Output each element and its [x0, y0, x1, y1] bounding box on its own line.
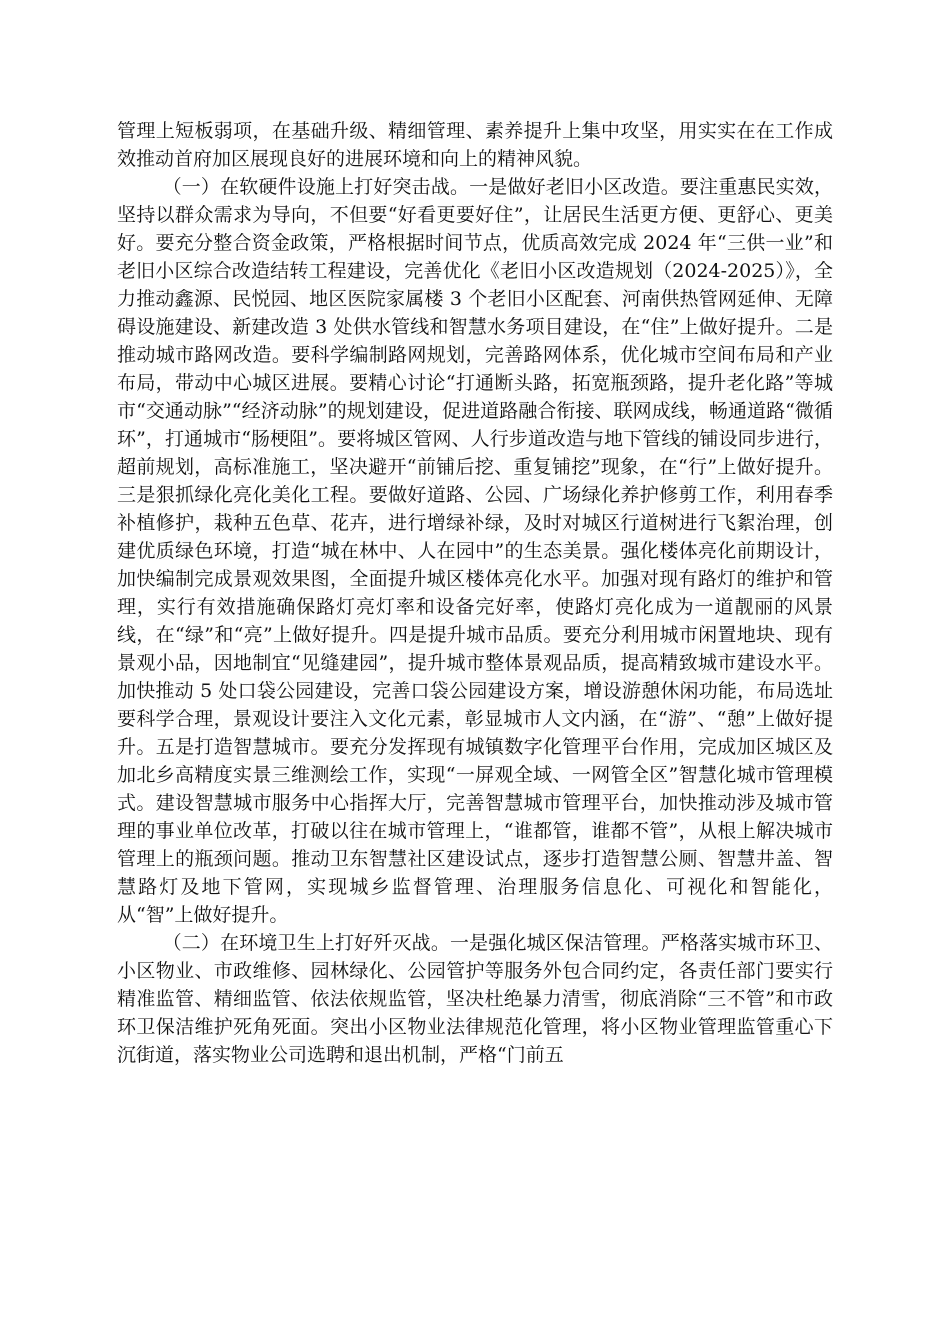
document-page — [117, 117, 833, 1069]
paragraph-intro: 管理上短板弱项，在基础升级、精细管理、素养提升上集中攻坚，用实实在在工作成效推动首府加区展现良好的进展环境和向上的精神风貌。 — [117, 120, 833, 170]
paragraph-section-one: （一）在软硬件设施上打好突击战。一是做好老旧小区改造。要注重惠民实效，坚持以群众需求为导向，不但要“好看更要好住”，让居民生活更方便、更舒心、更美好。要充分整合资金政策，严格根据时间节点，优质高效完成 2024 年“三供一业”和老旧小区综合改造结转工程建设，完善优化《老旧小区改造规划（2024-2025）》，全力推动鑫源、民悦园、地区医院家属楼 3 个老旧小区配套、河南供热管网延伸、无障碍设施建设、新建改造 3 处供水管线和智慧水务项目建设，在“住”上做好提升。二是推动城市路网改造。要科学编制路网规划，完善路网体系，优化城市空间布局和产业布局，带动中心城区进展。要精心讨论“打通断头路，拓宽瓶颈路，提升老化路”等城市“交通动脉”“经济动脉”的规划建设，促进道路融合衔接、联网成线，畅通道路“微循环”，打通城市“肠梗阻”。要将城区管网、人行步道改造与地下管线的铺设同步进行，超前规划，高标准施工，坚决避开“前铺后挖、重复铺挖”现象，在“行”上做好提升。三是狠抓绿化亮化美化工程。要做好道路、公园、广场绿化养护修剪工作，利用春季补植修护，栽种五色草、花卉，进行增绿补绿，及时对城区行道树进行飞絮治理，创建优质绿色环境，打造“城在林中、人在园中”的生态美景。强化楼体亮化前期设计，加快编制完成景观效果图，全面提升城区楼体亮化水平。加强对现有路灯的维护和管理，实行有效措施确保路灯亮灯率和设备完好率，使路灯亮化成为一道靓丽的风景线，在“绿”和“亮”上做好提升。四是提升城市品质。要充分利用城市闲置地块、现有景观小品，因地制宜“见缝建园”，提升城市整体景观品质，提高精致城市建设水平。加快推动 5 处口袋公园建设，完善口袋公园建设方案，增设游憩休闲功能，布局选址要科学合理，景观设计要注入文化元素，彰显城市人文内涵，在“游”、“憩”上做好提升。五是打造智慧城市。要充分发挥现有城镇数字化管理平台作用，完成加区城区及加北乡高精度实景三维测绘工作，实现“一屏观全域、一网管全区”智慧化城市管理模式。建设智慧城市服务中心指挥大厅，完善智慧城市管理平台，加快推动涉及城市管理的事业单位改革，打破以往在城市管理上，“谁都管，谁都不管”，从根上解决城市管理上的瓶颈问题。推动卫东智慧社区建设试点，逐步打造智慧公厕、智慧井盖、智慧路灯及地下管网，实现城乡监督管理、治理服务信息化、可视化和智能化，从“智”上做好提升。 — [117, 176, 833, 926]
paragraph-section-two: （二）在环境卫生上打好歼灭战。一是强化城区保洁管理。严格落实城市环卫、小区物业、市政维修、园林绿化、公园管护等服务外包合同约定，各责任部门要实行精准监管、精细监管、依法依规监管，坚决杜绝暴力清雪，彻底消除“三不管”和市政环卫保洁维护死角死面。突出小区物业法律规范化管理，将小区物业管理监管重心下沉街道，落实物业公司选聘和退出机制，严格“门前五 — [117, 932, 833, 1066]
